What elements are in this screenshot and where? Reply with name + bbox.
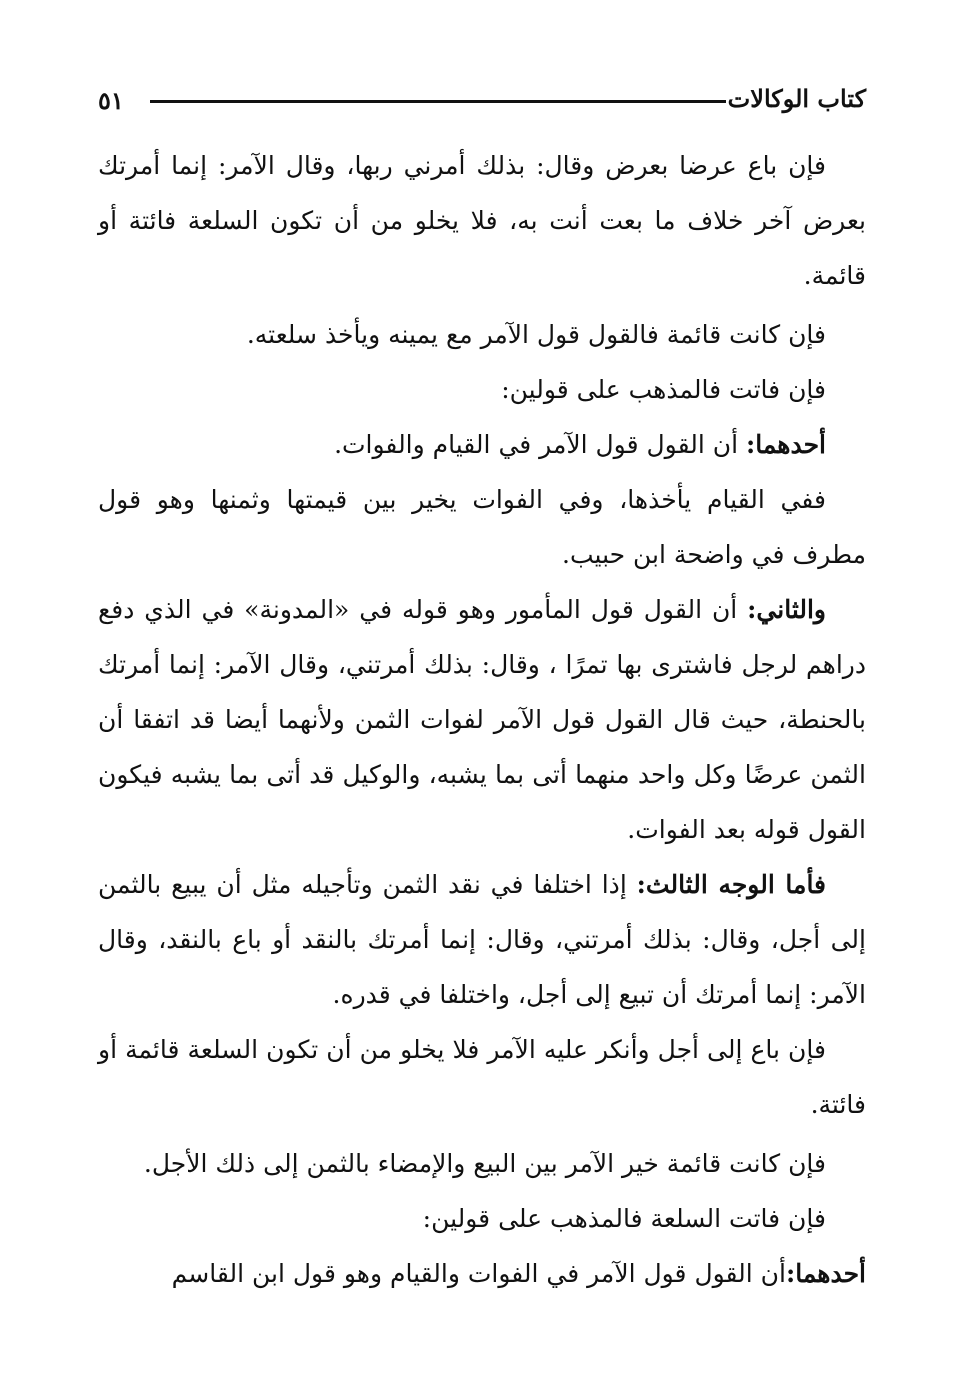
page-number: ٥١ bbox=[98, 86, 124, 115]
paragraph bbox=[98, 582, 866, 857]
header-rule bbox=[150, 100, 726, 103]
paragraph-lead: أحدهما: bbox=[785, 1259, 866, 1288]
paragraph bbox=[98, 857, 866, 1022]
paragraph bbox=[98, 1191, 866, 1246]
paragraph-text: ففي القيام يأخذها، وفي الفوات يخير بين قيمتها وثمنها وهو قول مطرف في واضحة ابن حبيب. bbox=[98, 485, 866, 569]
page-header bbox=[98, 78, 866, 122]
paragraph-text: أن القول قول المأمور وهو قوله في «المدونة» في الذي دفع دراهم لرجل فاشترى بها تمرًا ، وقال: بذلك أمرتني، وقال الآمر: إنما أمرتك بالحنطة، حيث قال القول قول الآمر لفوات الثمن ولأنهما أيضا قد اتفقا أن الثمن عرضًا وكل واحد منهما أتى بما يشبه، والوكيل قد أتى بما يشبه فيكون القول قوله بعد الفوات. bbox=[98, 595, 866, 844]
paragraph bbox=[98, 362, 866, 417]
paragraph-text: إذا اختلفا في نقد الثمن وتأجيله مثل أن يبيع بالثمن إلى أجل، وقال: بذلك أمرتني، وقال: إنما أمرتك بالنقد أو باع بالنقد، وقال الآمر: إنما أمرتك أن تبيع إلى أجل، واختلفا في قدره. bbox=[98, 870, 866, 1009]
paragraph bbox=[98, 472, 866, 582]
paragraph bbox=[98, 1136, 866, 1191]
paragraph-text: فإن باع إلى أجل وأنكر عليه الآمر فلا يخلو من أن تكون السلعة قائمة أو فائتة. bbox=[98, 1035, 866, 1119]
paragraph-text: فإن فاتت السلعة فالمذهب على قولين: bbox=[422, 1204, 826, 1233]
paragraph-text: فإن كانت قائمة فالقول قول الآمر مع يمينه ويأخذ سلعته. bbox=[246, 320, 826, 349]
paragraph-text: أن القول قول الآمر في الفوات والقيام وهو قول ابن القاسم bbox=[171, 1259, 786, 1288]
paragraph-lead: والثاني: bbox=[747, 595, 826, 624]
paragraph bbox=[98, 1246, 866, 1301]
paragraph-lead: فأما الوجه الثالث: bbox=[636, 870, 827, 899]
paragraph bbox=[98, 138, 866, 303]
paragraph bbox=[98, 417, 866, 472]
paragraph-text: فإن كانت قائمة خير الآمر بين البيع والإمضاء بالثمن إلى ذلك الأجل. bbox=[143, 1149, 826, 1178]
paragraph-text: فإن فاتت فالمذهب على قولين: bbox=[501, 375, 826, 404]
paragraph-lead: أحدهما: bbox=[745, 430, 826, 459]
paragraph bbox=[98, 307, 866, 362]
paragraph-text: أن القول قول الآمر في القيام والفوات. bbox=[334, 430, 746, 459]
running-title: كتاب الوكالات bbox=[727, 84, 866, 113]
body-text bbox=[98, 138, 866, 1301]
paragraph bbox=[98, 1022, 866, 1132]
paragraph-text: فإن باع عرضا بعرض وقال: بذلك أمرني ربها، وقال الآمر: إنما أمرتك بعرض آخر خلاف ما بعت أنت به، فلا يخلو من أن تكون السلعة فائتة أو قائمة. bbox=[98, 151, 866, 290]
